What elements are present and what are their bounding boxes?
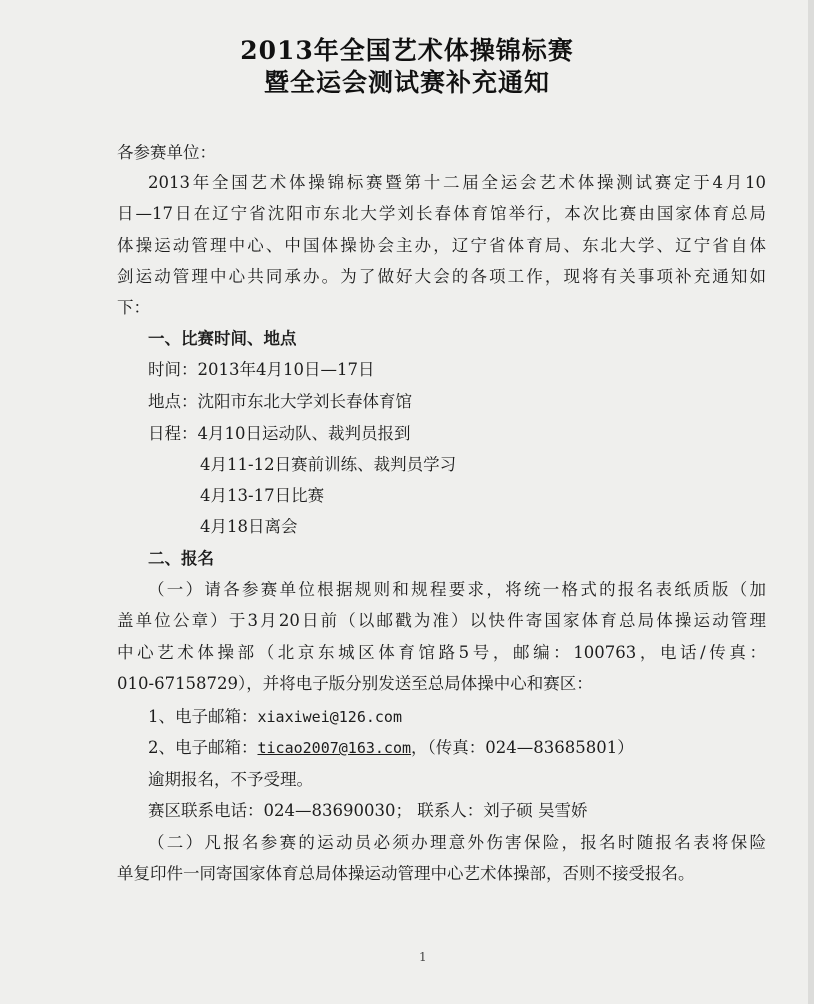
schedule-item: 4月18日离会 [200, 517, 298, 536]
schedule-item: 4月11-12日赛前训练、裁判员学习 [200, 455, 457, 474]
section2-heading: 二、报名 [148, 549, 214, 568]
section2-para1-line-3: 中心艺术体操部（北京东城区体育馆路5号，邮编：100763，电话/传真： [117, 643, 766, 662]
section1-schedule-label: 日程：4月10日运动队、裁判员报到 [148, 424, 411, 443]
email-label: 2、电子邮箱： [148, 738, 258, 757]
section1-heading: 一、比赛时间、地点 [148, 329, 297, 348]
email-row-1 [148, 703, 402, 727]
email-address-link[interactable]: ticao2007@163.com [257, 739, 412, 757]
fax-number: ，（传真：024—83685801） [411, 738, 634, 757]
intro-line-3: 体操运动管理中心、中国体操协会主办，辽宁省体育局、东北大学、辽宁省自体 [117, 236, 766, 255]
section2-para1-line-2: 盖单位公章）于3月20日前（以邮戳为准）以快件寄国家体育总局体操运动管理 [117, 611, 766, 630]
schedule-item: 4月13-17日比赛 [200, 486, 325, 505]
late-notice: 逾期报名，不予受理。 [148, 770, 313, 789]
section2-para2-line-1: （二）凡报名参赛的运动员必须办理意外伤害保险，报名时随报名表将保险 [148, 833, 766, 852]
page-number: 1 [419, 950, 427, 964]
venue-contact: 赛区联系电话：024—83690030； 联系人：刘子硕 吴雪娇 [148, 801, 588, 820]
email-label: 1、电子邮箱： [148, 707, 258, 726]
section2-para1-line-4: 010-67158729），并将电子版分别发送至总局体操中心和赛区： [117, 674, 593, 693]
section1-place: 地点：沈阳市东北大学刘长春体育馆 [148, 392, 412, 411]
intro-line-5: 下： [117, 298, 150, 317]
email-row-2 [148, 734, 634, 758]
scan-edge [808, 0, 814, 1004]
document-title-line-1: 2013年全国艺术体操锦标赛 [240, 36, 574, 65]
intro-line-2: 日—17日在辽宁省沈阳市东北大学刘长春体育馆举行，本次比赛由国家体育总局 [117, 204, 766, 223]
intro-line-4: 剑运动管理中心共同承办。为了做好大会的各项工作，现将有关事项补充通知如 [117, 267, 766, 286]
intro-line-1: 2013年全国艺术体操锦标赛暨第十二届全运会艺术体操测试赛定于4月10 [148, 173, 766, 192]
email-address-link[interactable]: xiaxiwei@126.com [257, 708, 402, 726]
section1-time: 时间：2013年4月10日—17日 [148, 360, 375, 379]
document-title-line-2: 暨全运会测试赛补充通知 [263, 68, 550, 97]
section2-para2-line-2: 单复印件一同寄国家体育总局体操运动管理中心艺术体操部，否则不接受报名。 [117, 864, 695, 883]
section2-para1-line-1: （一）请各参赛单位根据规则和规程要求，将统一格式的报名表纸质版（加 [148, 580, 766, 599]
salutation: 各参赛单位： [117, 143, 216, 162]
